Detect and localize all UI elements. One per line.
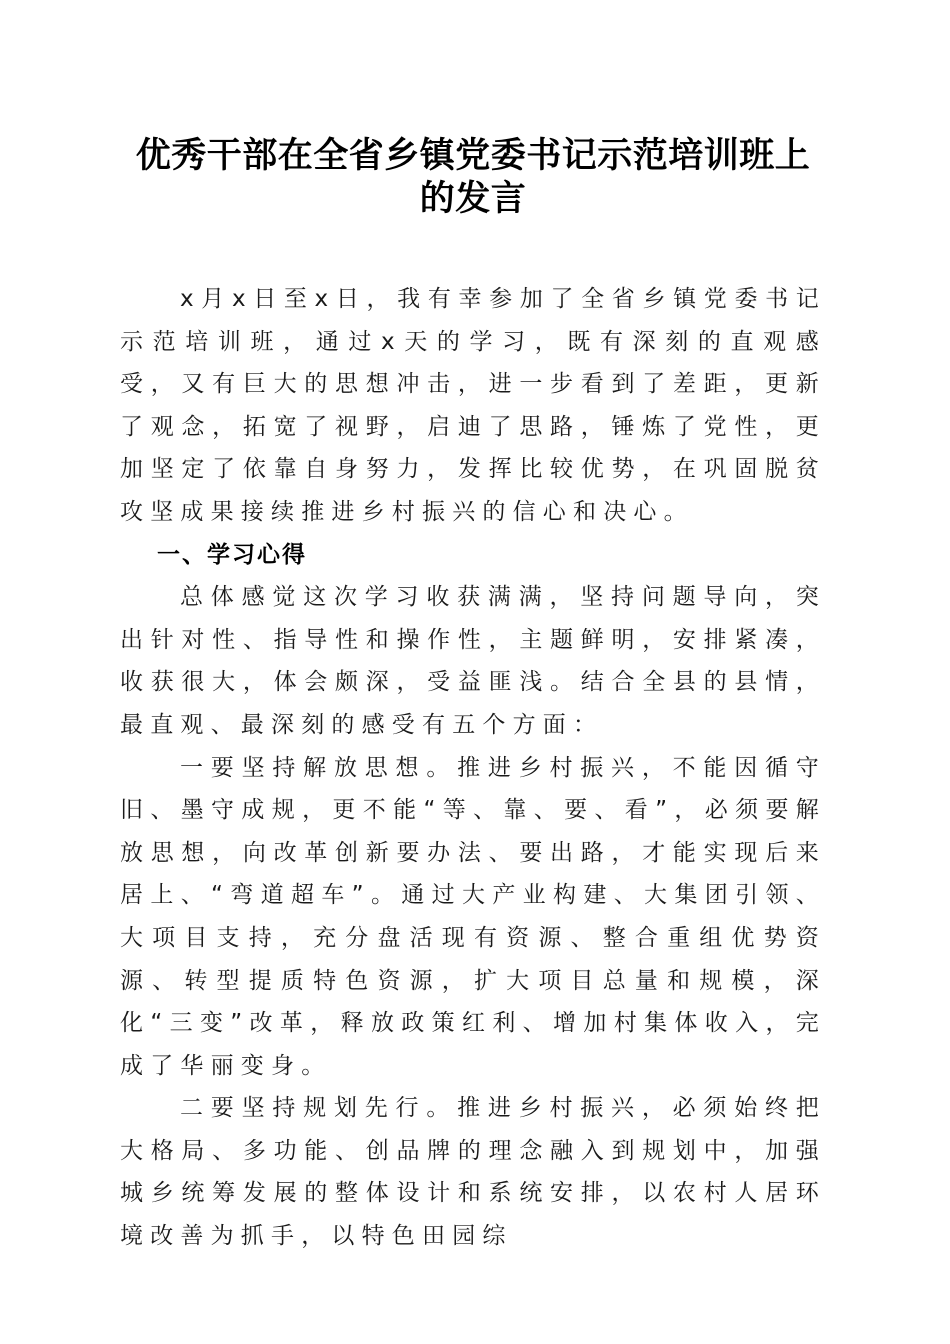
document-body: [120, 278, 826, 1258]
section-heading-learning-insights: 一、学习心得: [157, 541, 307, 568]
overall-feeling-paragraph: 总体感觉这次学习收获满满，坚持问题导向，突出针对性、指导性和操作性，主题鲜明，安排紧凑，收获很大，体会颇深，受益匪浅。结合全县的县情，最直观、最深刻的感受有五个方面：: [120, 584, 826, 738]
point-one-paragraph: 一要坚持解放思想。推进乡村振兴，不能因循守旧、墨守成规，更不能“等、靠、要、看”，必须要解放思想，向改革创新要办法、要出路，才能实现后来居上、“弯道超车”。通过大产业构建、大集团引领、大项目支持，充分盘活现有资源、整合重组优势资源、转型提质特色资源，扩大项目总量和规模，深化“三变”改革，释放政策红利、增加村集体收入，完成了华丽变身。: [120, 754, 826, 1079]
point-two-paragraph: 二要坚持规划先行。推进乡村振兴，必须始终把大格局、多功能、创品牌的理念融入到规划中，加强城乡统筹发展的整体设计和系统安排，以农村人居环境改善为抓手，以特色田园综: [120, 1095, 826, 1250]
intro-paragraph: x月x日至x日，我有幸参加了全省乡镇党委书记示范培训班，通过x天的学习，既有深刻的直观感受，又有巨大的思想冲击，进一步看到了差距，更新了观念，拓宽了视野，启迪了思路，锤炼了党性，更加坚定了依靠自身努力，发挥比较优势，在巩固脱贫攻坚成果接续推进乡村振兴的信心和决心。: [120, 286, 826, 525]
document-title: 优秀干部在全省乡镇党委书记示范培训班上的发言: [135, 135, 811, 219]
